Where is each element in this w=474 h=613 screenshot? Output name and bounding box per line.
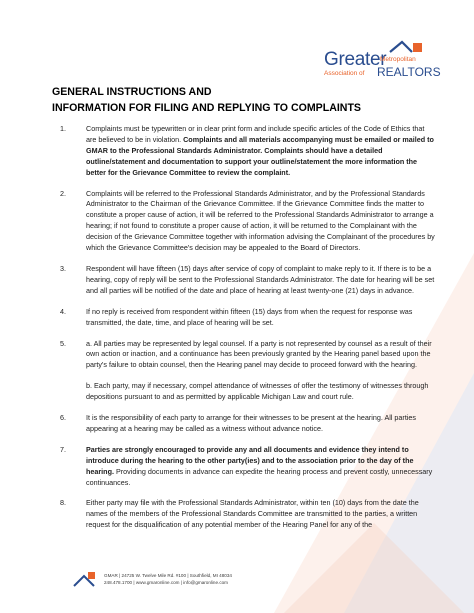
- item-text: Complaints will be referred to the Professional Standards Administrator, and by the Professional Standards Administrator to the Chairman of the Grievance Committee. If the Grievance Committee finds the matter to constitute a proper cause of action, it will be referred to the Professional Standards Administrator to arrange a hearing; if not found to constitute a proper cause of action, it will be returned to the Complainant with the decision of the Grievance Committee together with information advising the Complainant of the procedures by which the Grievance Committee's decision may be appealed to the Board of Directors.: [86, 188, 435, 253]
- item-paragraph-b: b. Each party, may if necessary, compel attendance of witnesses of offer the testimony of witnesses through depositions pursuant to and as permitted by applicable Michigan Law and court rule.: [86, 381, 429, 402]
- footer-address: GMAR | 24725 W. Twelve Mile Rd. #100 | Southfield, MI 48034: [104, 573, 232, 578]
- item-number: 3.: [60, 263, 66, 273]
- item-text: Providing documents in advance can expedite the hearing process and prevent costly, unnecessary continuances.: [86, 466, 433, 487]
- item-number: 6.: [60, 413, 66, 423]
- document-title: [52, 84, 432, 116]
- item-number: 4.: [60, 306, 66, 316]
- item-bold-text: Complaints and all materials accompanying must be emailed or mailed to GMAR to the Professional Standards Administrator. Complaints should have a detailed outline/statement and documentation to support your outline/statement the more information the better for the Grievance Committee to review the complaint.: [86, 134, 434, 177]
- item-number: 1.: [60, 124, 66, 133]
- footer-contact: 248.478.1700 | www.gmaronline.com | info@gmaronline.com: [104, 580, 228, 585]
- item-number: 2.: [60, 188, 66, 198]
- page-footer: [72, 566, 322, 596]
- item-number: 8.: [60, 498, 66, 508]
- item-text: It is the responsibility of each party to arrange for their witnesses to be present at the hearing. All parties appearing at a hearing may be called as a witness without advance notice.: [86, 413, 417, 433]
- item-paragraph-a: a. All parties may be represented by legal counsel. If a party is not represented by counsel as a result of their own action or inaction, and a continuance has been previously granted by the Hearing panel based upon the party's failure to obtain counsel, then the Hearing panel may decide to proceed forward with the hearing.: [86, 338, 432, 370]
- instruction-item-6: [56, 413, 436, 435]
- title-line-1: GENERAL INSTRUCTIONS AND: [52, 86, 212, 98]
- instruction-item-4: [56, 307, 436, 329]
- item-text: Complaints must be typewritten or in clear print form and include specific articles of the Code of Ethics that are believed to be in violation.: [86, 124, 425, 144]
- instruction-item-2: [56, 189, 436, 254]
- item-bold-text: Parties are strongly encouraged to provide any and all documents and evidence they intend to introduce during the hearing to the other party(ies) and to the association prior to the day of the hearing.: [86, 444, 414, 476]
- logo-metropolitan-text: Metropolitan: [380, 56, 416, 63]
- item-text: Either party may file with the Professional Standards Administrator, within ten (10) days from the date the names of the members of the Professional Standards Committee are transmitted to the parties, a written request for the disqualification of any potential member of the Hearing Panel for any of the: [86, 498, 419, 530]
- logo-greater-text: Greater: [324, 49, 387, 70]
- item-text: If no reply is received from respondent within fifteen (15) days from when the request for response was transmitted, the date, time, and place of hearing will be set.: [86, 306, 413, 327]
- item-number: 7.: [60, 444, 66, 454]
- item-text: Respondent will have fifteen (15) days after service of copy of complaint to make reply to it. If there is to be a hearing, copy of reply will be sent to the Professional Standards Administrator. The date for hearing will be set and all parties will be notified of the date and place of hearing at least twenty-one (21) days in advance.: [86, 263, 435, 295]
- logo-association-text: Association of: [324, 70, 365, 77]
- footer-logo-icon: [72, 570, 100, 588]
- gmar-logo: [318, 40, 448, 90]
- instruction-item-5: [56, 339, 436, 404]
- logo-realtors-text: REALTORS: [377, 65, 441, 79]
- title-line-2: INFORMATION FOR FILING AND REPLYING TO COMPLAINTS: [52, 102, 361, 114]
- instruction-item-8: [56, 498, 436, 531]
- instruction-item-1: [56, 124, 436, 179]
- instruction-item-7: [56, 445, 436, 489]
- instruction-item-3: [56, 264, 436, 297]
- instructions-list: [56, 124, 436, 541]
- item-number: 5.: [60, 338, 66, 348]
